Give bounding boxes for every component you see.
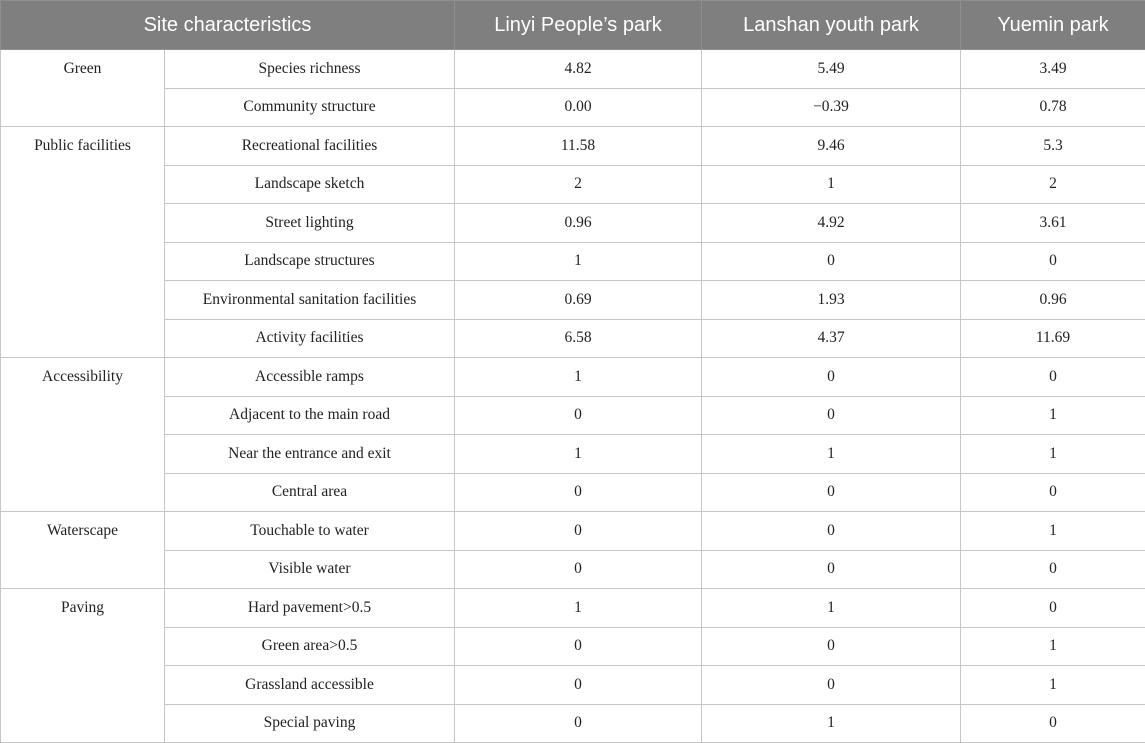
value-cell: 3.61 (961, 204, 1145, 243)
value-cell: 0 (702, 358, 961, 397)
value-cell: 0 (702, 396, 961, 435)
table-row (1, 666, 1145, 705)
value-cell: 5.3 (961, 127, 1145, 166)
value-cell: 0 (961, 589, 1145, 628)
value-cell: 0 (702, 550, 961, 589)
header-row (1, 1, 1145, 50)
table-row (1, 435, 1145, 474)
header-yuemin-park: Yuemin park (961, 1, 1145, 50)
value-cell: 1 (702, 435, 961, 474)
value-cell: 0 (455, 666, 702, 705)
value-cell: 1 (961, 396, 1145, 435)
table-row (1, 281, 1145, 320)
table-row (1, 550, 1145, 589)
characteristic-label: Environmental sanitation facilities (165, 281, 455, 320)
characteristic-label: Near the entrance and exit (165, 435, 455, 474)
group-label: Public facilities (1, 127, 165, 358)
table-row (1, 319, 1145, 358)
value-cell: 1 (961, 512, 1145, 551)
characteristic-label: Landscape structures (165, 242, 455, 281)
characteristic-label: Landscape sketch (165, 165, 455, 204)
value-cell: 3.49 (961, 50, 1145, 89)
table-row (1, 396, 1145, 435)
value-cell: 1 (961, 435, 1145, 474)
header-site-characteristics: Site characteristics (1, 1, 455, 50)
characteristic-label: Visible water (165, 550, 455, 589)
value-cell: 0 (702, 473, 961, 512)
table-row (1, 242, 1145, 281)
value-cell: 0 (961, 704, 1145, 743)
value-cell: −0.39 (702, 88, 961, 127)
value-cell: 0.78 (961, 88, 1145, 127)
value-cell: 0 (961, 473, 1145, 512)
value-cell: 1 (702, 165, 961, 204)
table-row (1, 512, 1145, 551)
value-cell: 1 (702, 704, 961, 743)
header-linyi-peoples-park: Linyi People’s park (455, 1, 702, 50)
value-cell: 1 (961, 666, 1145, 705)
value-cell: 1 (961, 627, 1145, 666)
characteristic-label: Recreational facilities (165, 127, 455, 166)
table-row (1, 88, 1145, 127)
value-cell: 11.69 (961, 319, 1145, 358)
characteristic-label: Adjacent to the main road (165, 396, 455, 435)
characteristic-label: Community structure (165, 88, 455, 127)
characteristic-label: Hard pavement>0.5 (165, 589, 455, 628)
value-cell: 0 (455, 704, 702, 743)
characteristic-label: Street lighting (165, 204, 455, 243)
table-header (1, 1, 1145, 50)
value-cell: 0 (455, 627, 702, 666)
value-cell: 11.58 (455, 127, 702, 166)
value-cell: 0 (455, 512, 702, 551)
value-cell: 0 (455, 396, 702, 435)
value-cell: 0.69 (455, 281, 702, 320)
value-cell: 0 (702, 242, 961, 281)
table-row (1, 704, 1145, 743)
value-cell: 0 (961, 358, 1145, 397)
table-row (1, 204, 1145, 243)
table-body (1, 50, 1145, 743)
characteristic-label: Activity facilities (165, 319, 455, 358)
table-row (1, 473, 1145, 512)
group-label: Accessibility (1, 358, 165, 512)
characteristic-label: Grassland accessible (165, 666, 455, 705)
value-cell: 0 (702, 666, 961, 705)
value-cell: 5.49 (702, 50, 961, 89)
value-cell: 4.82 (455, 50, 702, 89)
characteristic-label: Special paving (165, 704, 455, 743)
value-cell: 0.96 (455, 204, 702, 243)
characteristic-label: Species richness (165, 50, 455, 89)
table-row (1, 50, 1145, 89)
value-cell: 1.93 (702, 281, 961, 320)
value-cell: 0.96 (961, 281, 1145, 320)
characteristic-label: Green area>0.5 (165, 627, 455, 666)
table-row (1, 627, 1145, 666)
characteristic-label: Accessible ramps (165, 358, 455, 397)
value-cell: 9.46 (702, 127, 961, 166)
table-row (1, 165, 1145, 204)
value-cell: 0 (455, 473, 702, 512)
characteristic-label: Central area (165, 473, 455, 512)
table-row (1, 127, 1145, 166)
value-cell: 2 (961, 165, 1145, 204)
value-cell: 2 (455, 165, 702, 204)
header-lanshan-youth-park: Lanshan youth park (702, 1, 961, 50)
value-cell: 0 (961, 242, 1145, 281)
value-cell: 1 (455, 589, 702, 628)
table-row (1, 589, 1145, 628)
value-cell: 1 (455, 435, 702, 474)
group-label: Waterscape (1, 512, 165, 589)
value-cell: 1 (702, 589, 961, 628)
value-cell: 0 (961, 550, 1145, 589)
table-row (1, 358, 1145, 397)
group-label: Paving (1, 589, 165, 743)
group-label: Green (1, 50, 165, 127)
value-cell: 0 (702, 627, 961, 666)
value-cell: 4.37 (702, 319, 961, 358)
value-cell: 0.00 (455, 88, 702, 127)
value-cell: 6.58 (455, 319, 702, 358)
value-cell: 1 (455, 358, 702, 397)
value-cell: 1 (455, 242, 702, 281)
value-cell: 0 (455, 550, 702, 589)
value-cell: 0 (702, 512, 961, 551)
value-cell: 4.92 (702, 204, 961, 243)
characteristic-label: Touchable to water (165, 512, 455, 551)
